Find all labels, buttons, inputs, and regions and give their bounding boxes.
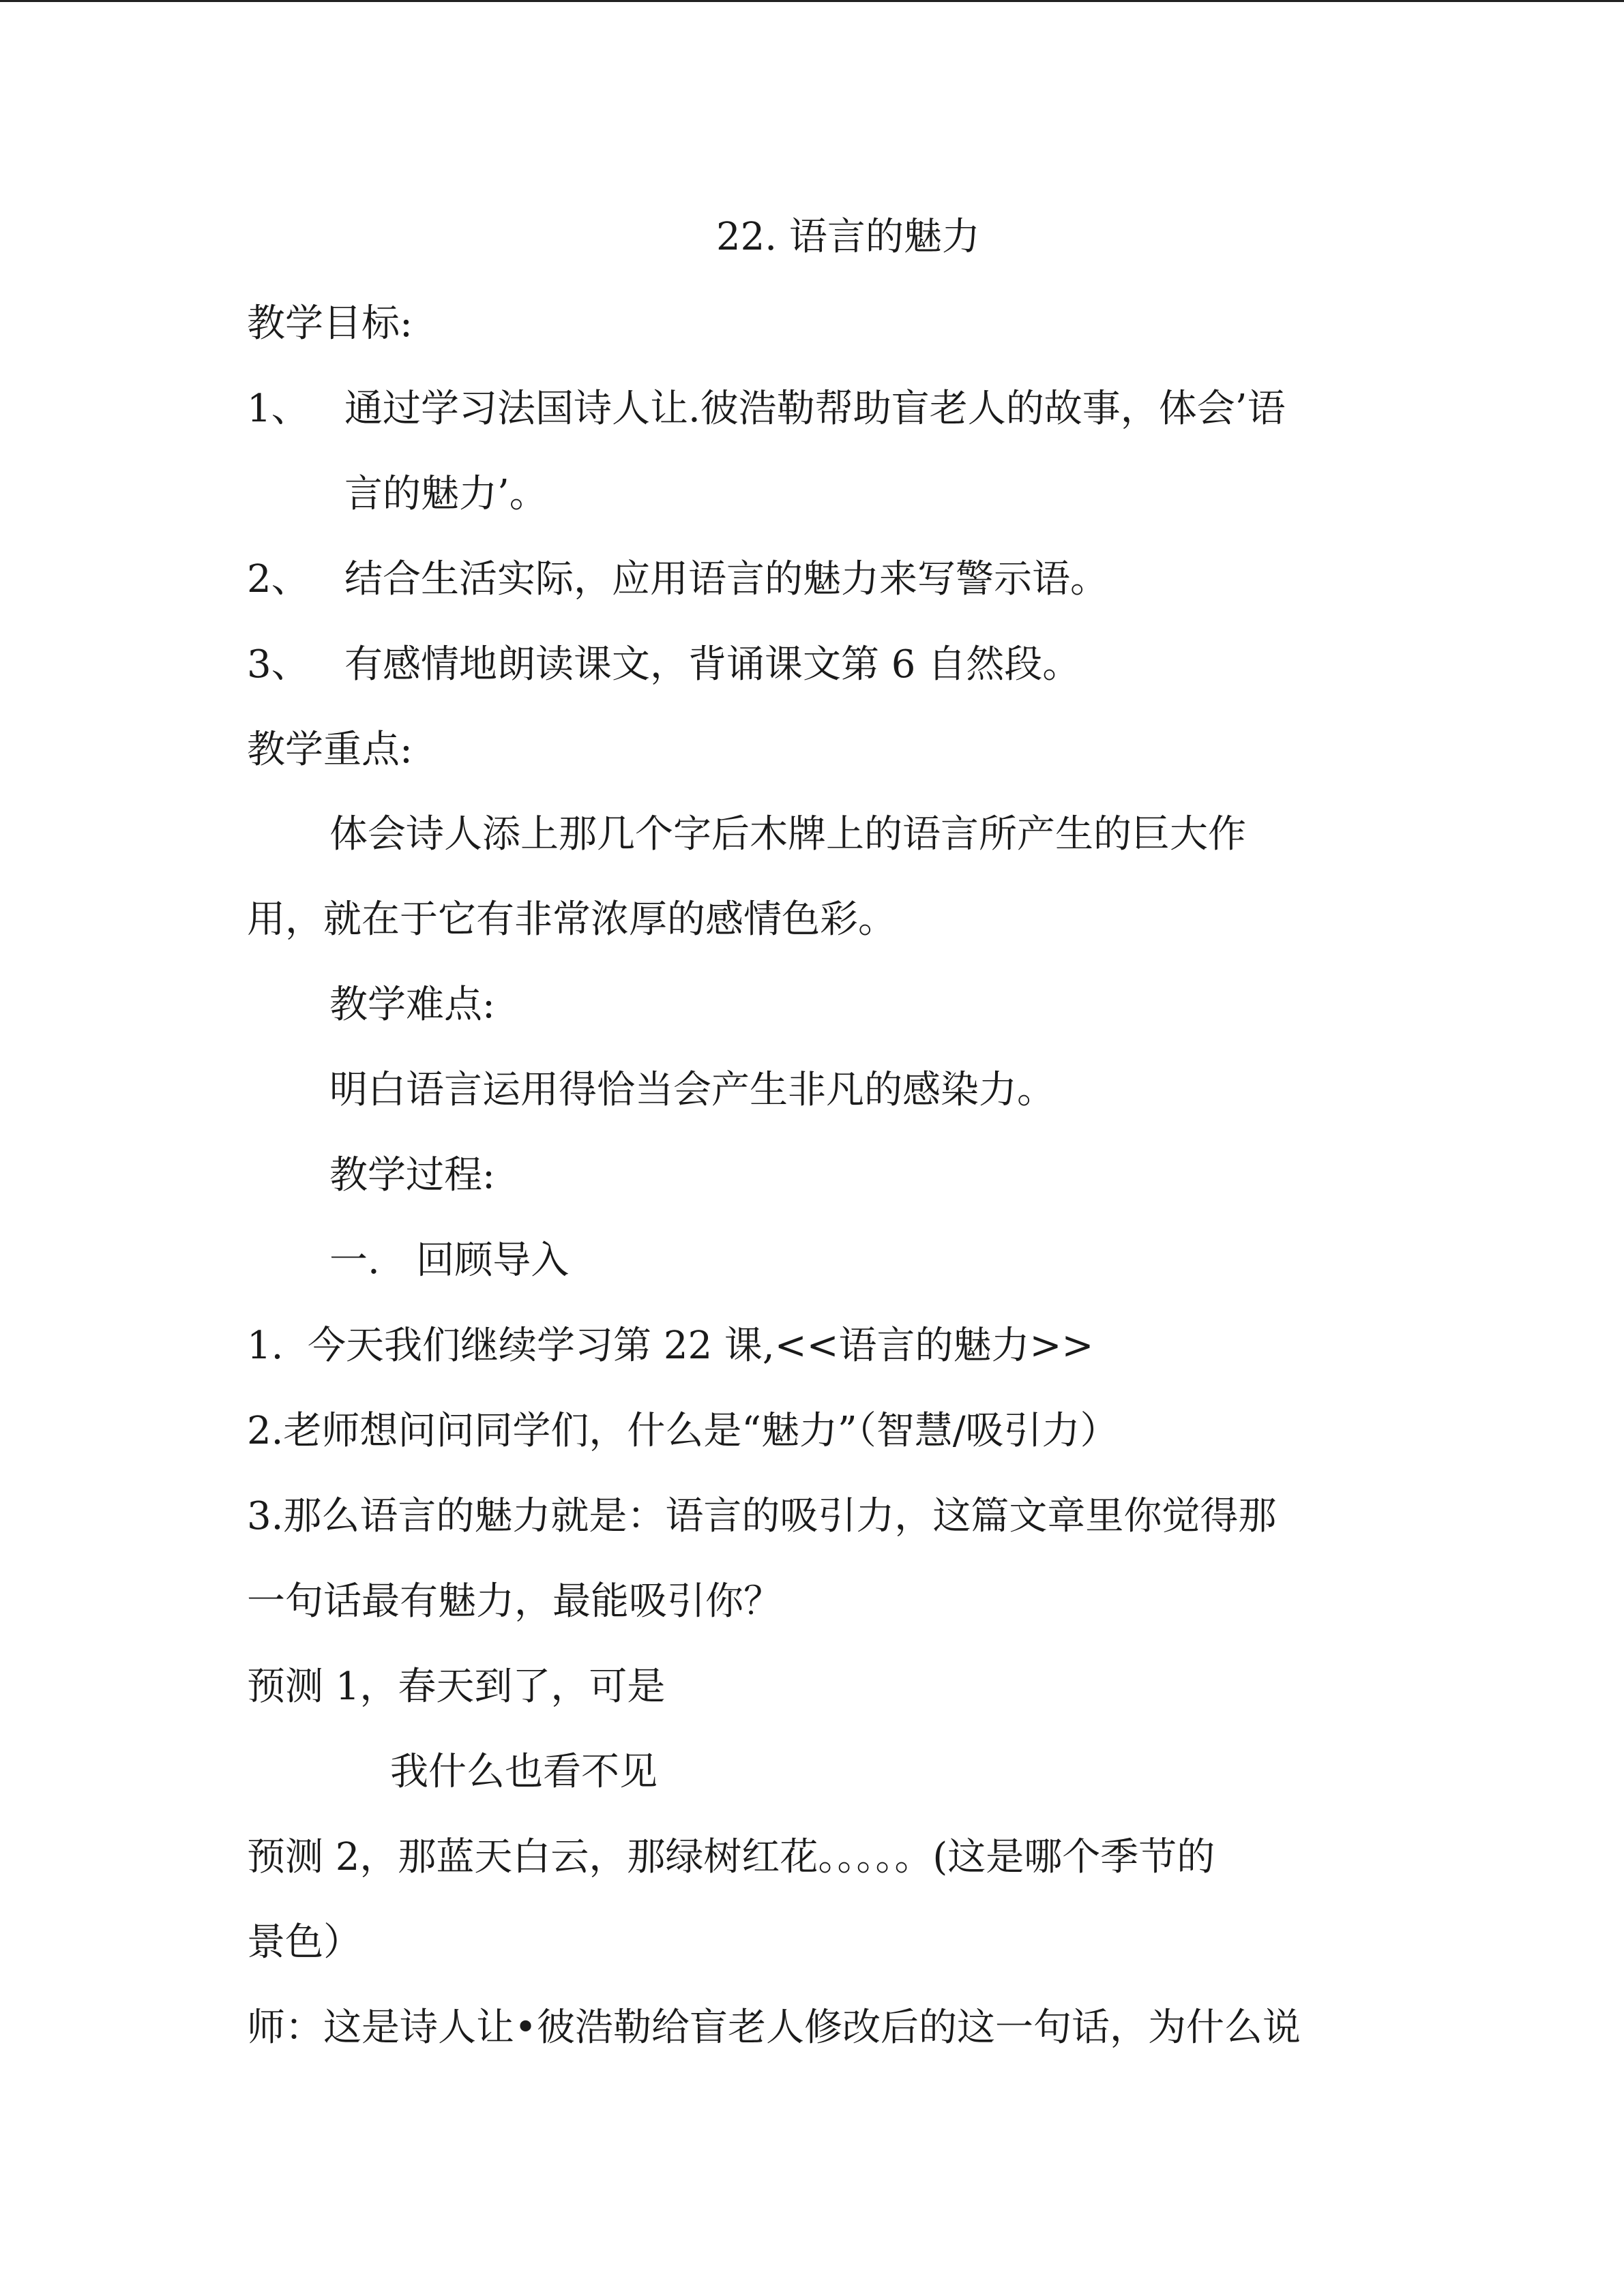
step-2-text: 2.老师想问问同学们，什么是“魅力”（智慧/吸引力） xyxy=(247,1409,1119,1453)
section-heading-review-intro: 一. 回顾导入 xyxy=(329,1238,570,1283)
page-top-border xyxy=(0,0,1624,2)
focus-paragraph: 体会诗人添上那几个字后木牌上的语言所产生的巨大作 xyxy=(329,812,1246,856)
teacher-remark: 师：这是诗人让•彼浩勒给盲老人修改后的这一句话，为什么说 xyxy=(247,2006,1301,2050)
prediction-2-text: 预测 2，那蓝天白云，那绿树红花。。。。。(这是哪个季节的 xyxy=(247,1835,1215,1879)
goal-3-number: 3、 xyxy=(247,642,310,687)
heading-teaching-focus: 教学重点: xyxy=(247,728,413,772)
goal-1-text-continued: 言的魅力’。 xyxy=(344,472,548,516)
goal-2-text: 结合生活实际，应用语言的魅力来写警示语。 xyxy=(344,557,1108,601)
step-3-text-continued: 一句话最有魅力，最能吸引你？ xyxy=(247,1579,782,1624)
goal-1-number: 1、 xyxy=(247,387,310,431)
prediction-1-text: 预测 1，春天到了，可是 xyxy=(247,1665,666,1709)
heading-teaching-process: 教学过程: xyxy=(329,1153,495,1197)
prediction-1-text-continued: 我什么也看不见 xyxy=(390,1750,658,1794)
goal-2-number: 2、 xyxy=(247,557,310,601)
heading-teaching-difficulty: 教学难点: xyxy=(329,983,495,1027)
difficulty-text: 明白语言运用得恰当会产生非凡的感染力。 xyxy=(329,1068,1055,1112)
step-3-text: 3.那么语言的魅力就是：语言的吸引力，这篇文章里你觉得那 xyxy=(247,1494,1277,1538)
goal-3-text: 有感情地朗读课文，背诵课文第 6 自然段。 xyxy=(344,642,1081,687)
document-title: 22. 语言的魅力 xyxy=(716,215,980,259)
goal-1-text: 通过学习法国诗人让.彼浩勒帮助盲老人的故事，体会’语 xyxy=(344,387,1286,431)
prediction-2-text-continued: 景色） xyxy=(247,1920,361,1965)
step-1-text: 1. 今天我们继续学习第 22 课,<<语言的魅力>> xyxy=(247,1324,1094,1368)
focus-paragraph-continued: 用，就在于它有非常浓厚的感情色彩。 xyxy=(247,897,896,942)
heading-teaching-goals: 教学目标: xyxy=(247,301,413,346)
